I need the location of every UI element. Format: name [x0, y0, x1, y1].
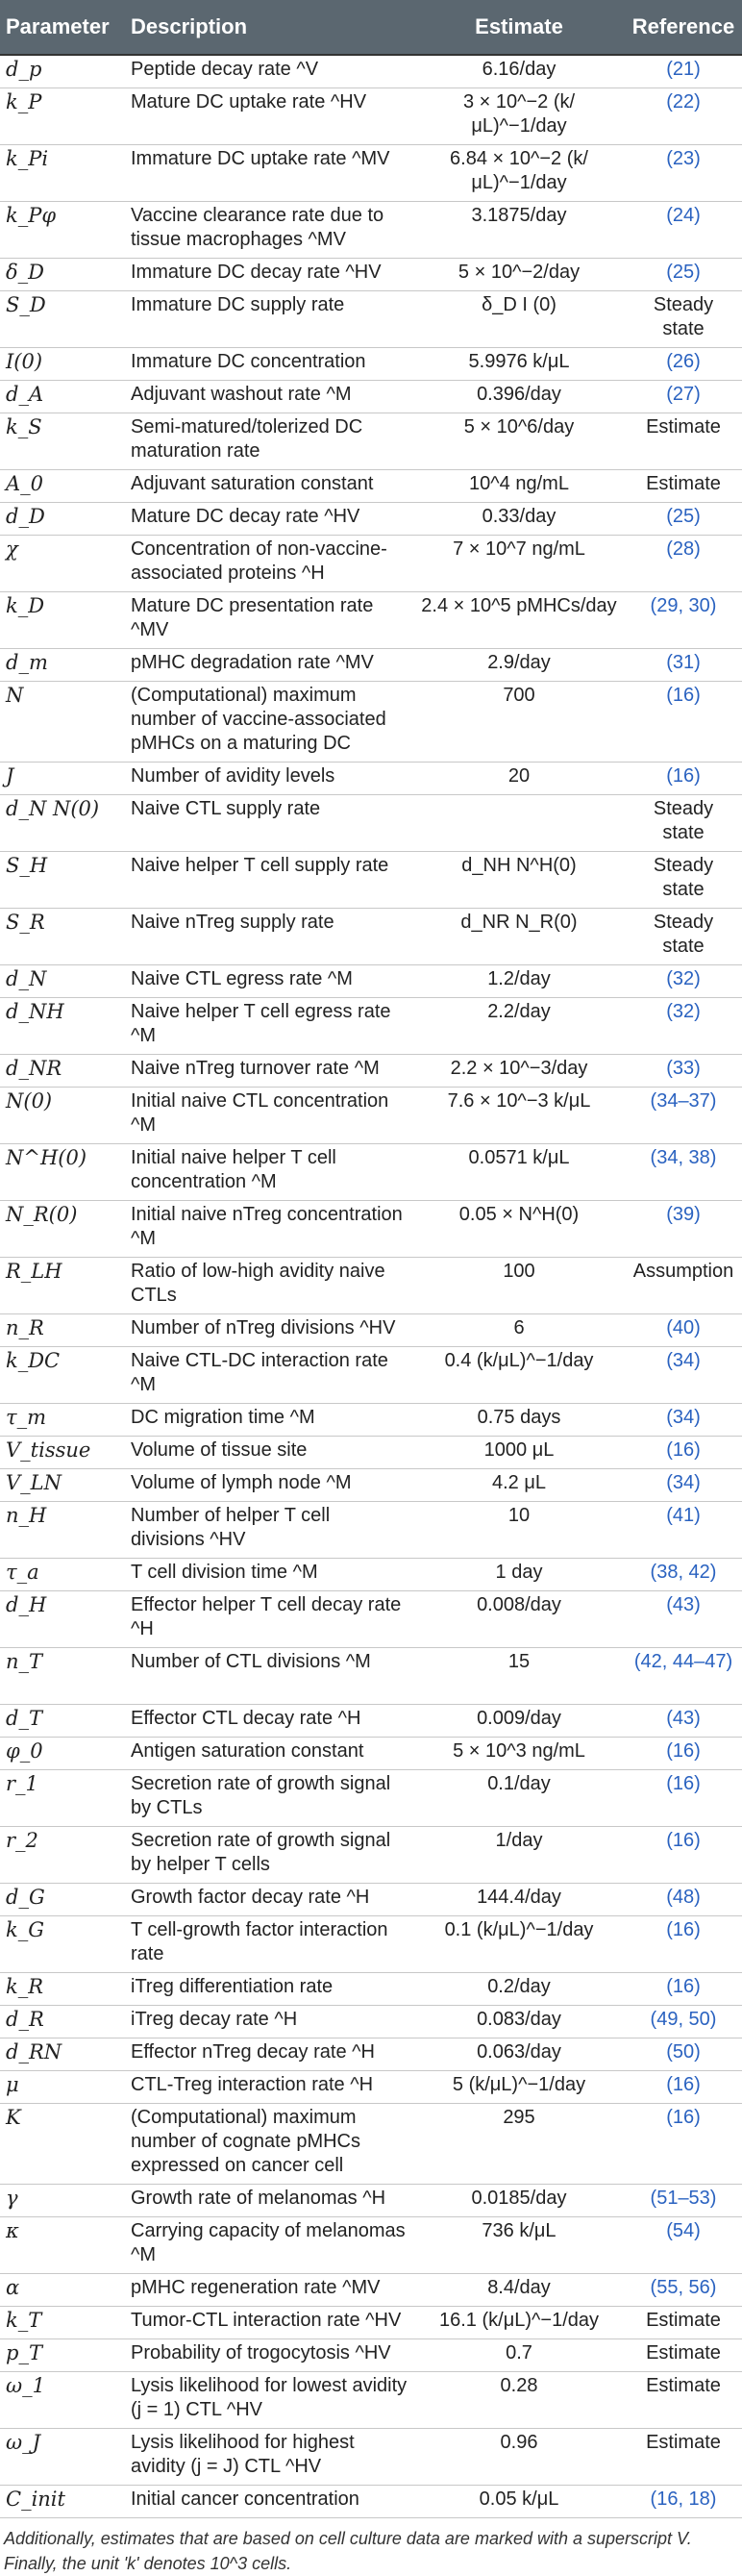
estimate-cell: 0.2/day: [487, 1976, 551, 1997]
reference-cell: (16): [666, 685, 701, 706]
estimate-cell: 0.05 k/μL: [479, 2488, 559, 2510]
param-cell: d_p: [6, 58, 42, 81]
param-cell: τ_a: [6, 1561, 39, 1584]
table-row: [0, 2307, 742, 2339]
param-cell: d_H: [6, 1593, 47, 1616]
estimate-cell: 1/day: [495, 1830, 543, 1851]
reference-cell: (51–53): [650, 2188, 717, 2209]
param-cell: N^H(0): [6, 1146, 87, 1169]
param-cell: d_NH: [6, 1000, 64, 1023]
reference-cell: (23): [666, 148, 701, 169]
param-cell: k_D: [6, 594, 45, 617]
param-cell: I(0): [6, 350, 43, 373]
description-cell: Vaccine clearance rate due to tissue macrophages ^MV: [131, 205, 384, 250]
table-row: [0, 1591, 742, 1648]
estimate-cell: 16.1 (k/μL)^−1/day: [439, 2310, 599, 2331]
param-cell: ω_1: [6, 2374, 45, 2397]
reference-cell: (21): [666, 59, 701, 80]
reference-cell: (16): [666, 1773, 701, 1794]
estimate-cell: 0.083/day: [477, 2009, 561, 2030]
table-row: [0, 1144, 742, 1201]
param-cell: p_T: [6, 2341, 42, 2364]
description-cell: DC migration time ^M: [131, 1407, 315, 1428]
description-cell: Number of CTL divisions ^M: [131, 1651, 371, 1672]
param-cell: N: [6, 684, 24, 707]
estimate-cell: 295: [503, 2107, 535, 2128]
estimate-cell: 2.2/day: [487, 1001, 551, 1022]
table-row: [0, 1770, 742, 1827]
table-row: [0, 592, 742, 649]
description-cell: Growth rate of melanomas ^H: [131, 2188, 386, 2209]
param-cell: ω_J: [6, 2431, 41, 2454]
reference-cell: Assumption: [632, 1261, 734, 1282]
estimate-cell: 0.96: [500, 2432, 538, 2453]
estimate-cell: 0.009/day: [477, 1708, 561, 1729]
description-cell: Immature DC supply rate: [131, 294, 345, 315]
estimate-cell: [413, 795, 625, 799]
param-cell: S_R: [6, 911, 45, 934]
param-cell: κ: [6, 2219, 19, 2242]
table-row: [0, 649, 742, 682]
estimate-cell: 0.7: [506, 2342, 532, 2363]
param-cell: γ: [6, 2187, 18, 2210]
description-cell: Mature DC decay rate ^HV: [131, 506, 360, 527]
table-row: [0, 1088, 742, 1144]
estimate-cell: 5 × 10^3 ng/mL: [453, 1740, 585, 1762]
table-row: [0, 1916, 742, 1973]
reference-cell: (38, 42): [650, 1562, 717, 1583]
estimate-cell: 5 × 10^6/day: [463, 416, 575, 438]
table-row: [0, 2038, 742, 2071]
table-row: [0, 1258, 742, 1314]
param-cell: d_NR: [6, 1057, 62, 1080]
param-cell: α: [6, 2276, 20, 2299]
reference-cell: (43): [666, 1708, 701, 1729]
reference-cell: (26): [666, 351, 701, 372]
param-cell: d_N N(0): [6, 797, 100, 820]
param-cell: d_m: [6, 651, 48, 674]
estimate-cell: 736 k/μL: [482, 2220, 556, 2241]
estimate-cell: d_NH N^H(0): [461, 855, 577, 876]
estimate-cell: 5.9976 k/μL: [468, 351, 570, 372]
estimate-cell: 3.1875/day: [471, 205, 567, 226]
reference-cell: (16): [666, 1439, 701, 1461]
reference-cell: (32): [666, 1001, 701, 1022]
estimate-cell: 15: [507, 1651, 531, 1672]
estimate-cell: 0.0571 k/μL: [468, 1147, 570, 1168]
param-cell: k_G: [6, 1918, 45, 1941]
estimate-cell: 700: [503, 685, 535, 706]
description-cell: Naive nTreg turnover rate ^M: [131, 1058, 380, 1079]
reference-cell: (49, 50): [650, 2009, 717, 2030]
estimate-cell: δ_D I (0): [482, 294, 556, 315]
table-row: [0, 1314, 742, 1347]
reference-cell: (16, 18): [650, 2488, 717, 2510]
estimate-cell: 2.9/day: [487, 652, 551, 673]
description-cell: Secretion rate of growth signal by helper T cells: [131, 1830, 391, 1875]
estimate-cell: 1000 μL: [483, 1439, 555, 1461]
param-cell: r_1: [6, 1772, 38, 1795]
estimate-cell: 1 day: [495, 1562, 543, 1583]
param-cell: χ: [6, 538, 18, 561]
estimate-cell: 7.6 × 10^−3 k/μL: [447, 1090, 591, 1112]
param-cell: k_R: [6, 1975, 44, 1998]
table-row: [0, 1884, 742, 1916]
estimate-cell: 10^4 ng/mL: [469, 473, 569, 494]
reference-cell: (24): [666, 205, 701, 226]
table-row: [0, 348, 742, 381]
table-row: [0, 1347, 742, 1404]
table-row: [0, 1055, 742, 1088]
estimate-cell: 3 × 10^−2 (k/μL)^−1/day: [462, 91, 576, 137]
reference-cell: (39): [666, 1204, 701, 1225]
estimate-cell: 5 (k/μL)^−1/day: [452, 2074, 586, 2095]
table-row: [0, 2185, 742, 2217]
table-row: [0, 1469, 742, 1502]
reference-cell: (34): [666, 1350, 701, 1371]
param-cell: k_Pφ: [6, 204, 57, 227]
description-cell: Initial naive nTreg concentration ^M: [131, 1204, 403, 1249]
table-row: [0, 852, 742, 909]
description-cell: Growth factor decay rate ^H: [131, 1887, 370, 1908]
reference-cell: (34–37): [650, 1090, 717, 1112]
param-cell: r_2: [6, 1829, 38, 1852]
table-row: [0, 1502, 742, 1559]
reference-cell: Estimate: [646, 2310, 721, 2331]
param-cell: J: [6, 764, 14, 788]
table-row: [0, 2071, 742, 2104]
description-cell: Mature DC presentation rate ^MV: [131, 595, 374, 640]
description-cell: Effector CTL decay rate ^H: [131, 1708, 361, 1729]
reference-cell: (25): [666, 506, 701, 527]
estimate-cell: 0.4 (k/μL)^−1/day: [444, 1350, 594, 1371]
description-cell: Mature DC uptake rate ^HV: [131, 91, 367, 113]
description-cell: Effector helper T cell decay rate ^H: [131, 1594, 402, 1639]
estimate-cell: 7 × 10^7 ng/mL: [453, 538, 585, 560]
param-cell: S_D: [6, 293, 46, 316]
estimate-cell: 6.84 × 10^−2 (k/μL)^−1/day: [450, 148, 588, 193]
description-cell: Naive CTL-DC interaction rate ^M: [131, 1350, 388, 1395]
description-cell: iTreg decay rate ^H: [131, 2009, 298, 2030]
reference-cell: Estimate: [646, 2432, 721, 2453]
table-row: [0, 2429, 742, 2486]
param-cell: N_R(0): [6, 1203, 78, 1226]
description-cell: Naive CTL egress rate ^M: [131, 968, 353, 989]
estimate-cell: 0.33/day: [482, 506, 556, 527]
description-cell: Naive helper T cell supply rate: [131, 855, 389, 876]
reference-cell: (33): [666, 1058, 701, 1079]
estimate-cell: 100: [503, 1261, 535, 1282]
param-cell: k_T: [6, 2309, 42, 2332]
reference-cell: (43): [666, 1594, 701, 1615]
table-row: [0, 998, 742, 1055]
reference-cell: Steady state: [653, 294, 714, 339]
reference-cell: (16): [666, 1740, 701, 1762]
param-cell: V_LN: [6, 1471, 62, 1494]
estimate-cell: 1.2/day: [487, 968, 551, 989]
param-cell: R_LH: [6, 1260, 62, 1283]
reference-cell: (55, 56): [650, 2277, 717, 2298]
description-cell: Number of avidity levels: [131, 765, 335, 787]
header-parameter: Parameter: [6, 14, 110, 38]
description-cell: Ratio of low-high avidity naive CTLs: [131, 1261, 385, 1306]
table-row: [0, 1404, 742, 1437]
param-cell: A_0: [6, 472, 44, 495]
description-cell: Effector nTreg decay rate ^H: [131, 2041, 375, 2063]
param-cell: V_tissue: [6, 1438, 91, 1462]
table-row: [0, 2339, 742, 2372]
param-cell: d_T: [6, 1707, 42, 1730]
table-row: [0, 682, 742, 763]
reference-cell: Steady state: [653, 855, 714, 900]
table-row: [0, 2104, 742, 2185]
estimate-cell: 6.16/day: [482, 59, 556, 80]
reference-cell: (16): [666, 2107, 701, 2128]
estimate-cell: d_NR N_R(0): [460, 912, 578, 933]
description-cell: Peptide decay rate ^V: [131, 59, 319, 80]
description-cell: Semi-matured/tolerized DC maturation rate: [131, 416, 363, 462]
reference-cell: (32): [666, 968, 701, 989]
description-cell: Immature DC decay rate ^HV: [131, 262, 382, 283]
reference-cell: (29, 30): [650, 595, 717, 616]
estimate-cell: 8.4/day: [487, 2277, 551, 2298]
table-row: [0, 381, 742, 413]
table-row: [0, 202, 742, 259]
param-cell: n_H: [6, 1504, 47, 1527]
description-cell: Immature DC concentration: [131, 351, 366, 372]
table-row: [0, 413, 742, 470]
description-cell: Initial naive helper T cell concentration ^M: [131, 1147, 336, 1192]
estimate-cell: 0.75 days: [477, 1407, 561, 1428]
description-cell: Adjuvant washout rate ^M: [131, 384, 352, 405]
description-cell: Number of helper T cell divisions ^HV: [131, 1505, 331, 1550]
param-cell: k_Pi: [6, 147, 49, 170]
estimate-cell: 5 × 10^−2/day: [458, 262, 581, 283]
reference-cell: Estimate: [646, 473, 721, 494]
estimate-cell: 2.4 × 10^5 pMHCs/day: [421, 595, 617, 616]
header-description: Description: [131, 14, 248, 38]
estimate-cell: 0.396/day: [477, 384, 561, 405]
table-row: [0, 795, 742, 852]
param-cell: k_P: [6, 90, 42, 113]
description-cell: T cell-growth factor interaction rate: [131, 1919, 388, 1964]
table-row: [0, 56, 742, 88]
table-row: [0, 763, 742, 795]
estimate-cell: 144.4/day: [477, 1887, 561, 1908]
description-cell: Volume of lymph node ^M: [131, 1472, 352, 1493]
table-header: [0, 0, 742, 56]
table-row: [0, 2274, 742, 2307]
param-cell: C_init: [6, 2488, 65, 2511]
description-cell: Antigen saturation constant: [131, 1740, 364, 1762]
table-row: [0, 88, 742, 145]
reference-cell: Estimate: [646, 2342, 721, 2363]
reference-cell: (22): [666, 91, 701, 113]
table-row: [0, 1738, 742, 1770]
description-cell: T cell division time ^M: [131, 1562, 318, 1583]
table-row: [0, 470, 742, 503]
table-row: [0, 1705, 742, 1738]
param-cell: n_T: [6, 1650, 43, 1673]
param-cell: S_H: [6, 854, 48, 877]
estimate-cell: 6: [513, 1317, 525, 1338]
estimate-cell: 20: [507, 765, 531, 787]
param-cell: τ_m: [6, 1406, 47, 1429]
description-cell: Naive CTL supply rate: [131, 798, 321, 819]
table-row: [0, 1559, 742, 1591]
estimate-cell: 0.008/day: [477, 1594, 561, 1615]
reference-cell: (34): [666, 1407, 701, 1428]
reference-cell: (50): [666, 2041, 701, 2063]
description-cell: Tumor-CTL interaction rate ^HV: [131, 2310, 402, 2331]
param-cell: K: [6, 2106, 21, 2129]
param-cell: μ: [6, 2073, 19, 2096]
estimate-cell: 0.1 (k/μL)^−1/day: [444, 1919, 594, 1940]
description-cell: pMHC regeneration rate ^MV: [131, 2277, 381, 2298]
reference-cell: Estimate: [646, 2375, 721, 2396]
estimate-cell: 0.28: [500, 2375, 538, 2396]
table-row: [0, 1973, 742, 2006]
param-cell: k_S: [6, 415, 42, 438]
table-row: [0, 536, 742, 592]
description-cell: Lysis likelihood for lowest avidity (j = 1) CTL ^HV: [131, 2375, 408, 2420]
reference-cell: (16): [666, 2074, 701, 2095]
table-row: [0, 1437, 742, 1469]
description-cell: Probability of trogocytosis ^HV: [131, 2342, 391, 2363]
reference-cell: (34, 38): [650, 1147, 717, 1168]
param-cell: d_A: [6, 383, 44, 406]
table-row: [0, 259, 742, 291]
reference-cell: (16): [666, 1919, 701, 1940]
description-cell: Naive helper T cell egress rate ^M: [131, 1001, 391, 1046]
table-row: [0, 2006, 742, 2038]
reference-cell: (16): [666, 1830, 701, 1851]
description-cell: Carrying capacity of melanomas ^M: [131, 2220, 406, 2265]
description-cell: iTreg differentiation rate: [131, 1976, 334, 1997]
reference-cell: (31): [666, 652, 701, 673]
table-row: [0, 1648, 742, 1705]
reference-cell: Steady state: [653, 798, 714, 843]
reference-cell: Steady state: [653, 912, 714, 957]
description-cell: Initial cancer concentration: [131, 2488, 359, 2510]
table-footnote: Additionally, estimates that are based on cell culture data are marked with a superscript V. Finally, the unit 'k' denotes 10^3 cells.: [4, 2529, 692, 2573]
param-cell: d_R: [6, 2008, 44, 2031]
description-cell: pMHC degradation rate ^MV: [131, 652, 374, 673]
description-cell: (Computational) maximum number of cognate pMHCs expressed on cancer cell: [131, 2107, 361, 2176]
reference-cell: (42, 44–47): [633, 1651, 733, 1672]
estimate-cell: 10: [507, 1505, 531, 1526]
table-body: [0, 56, 742, 2518]
description-cell: Volume of tissue site: [131, 1439, 308, 1461]
estimate-cell: 2.2 × 10^−3/day: [450, 1058, 588, 1079]
description-cell: Number of nTreg divisions ^HV: [131, 1317, 396, 1338]
estimate-cell: 0.063/day: [477, 2041, 561, 2063]
table-row: [0, 2217, 742, 2274]
param-cell: n_R: [6, 1316, 44, 1339]
table-row: [0, 2372, 742, 2429]
description-cell: Secretion rate of growth signal by CTLs: [131, 1773, 391, 1818]
description-cell: Naive nTreg supply rate: [131, 912, 334, 933]
description-cell: Lysis likelihood for highest avidity (j = J) CTL ^HV: [131, 2432, 355, 2477]
table-row: [0, 1827, 742, 1884]
param-cell: d_RN: [6, 2040, 62, 2063]
description-cell: Initial naive CTL concentration ^M: [131, 1090, 389, 1136]
estimate-cell: 4.2 μL: [491, 1472, 546, 1493]
description-cell: Immature DC uptake rate ^MV: [131, 148, 390, 169]
header-estimate: Estimate: [475, 14, 563, 38]
estimate-cell: 0.0185/day: [471, 2188, 567, 2209]
estimate-cell: 0.1/day: [487, 1773, 551, 1794]
table-row: [0, 2486, 742, 2518]
reference-cell: (16): [666, 1976, 701, 1997]
table-row: [0, 291, 742, 348]
param-cell: d_D: [6, 505, 45, 528]
description-cell: CTL-Treg interaction rate ^H: [131, 2074, 374, 2095]
table-row: [0, 503, 742, 536]
param-cell: φ_0: [6, 1739, 43, 1763]
table-row: [0, 965, 742, 998]
description-cell: Adjuvant saturation constant: [131, 473, 374, 494]
reference-cell: (54): [666, 2220, 701, 2241]
reference-cell: (41): [666, 1505, 701, 1526]
reference-cell: (40): [666, 1317, 701, 1338]
description-cell: Concentration of non-vaccine-associated proteins ^H: [131, 538, 387, 584]
reference-cell: Estimate: [646, 416, 721, 438]
table-row: [0, 1201, 742, 1258]
reference-cell: (27): [666, 384, 701, 405]
param-cell: k_DC: [6, 1349, 61, 1372]
param-cell: d_G: [6, 1886, 45, 1909]
table-row: [0, 145, 742, 202]
reference-cell: (25): [666, 262, 701, 283]
param-cell: N(0): [6, 1089, 53, 1113]
reference-cell: (16): [666, 765, 701, 787]
table-row: [0, 909, 742, 965]
reference-cell: (34): [666, 1472, 701, 1493]
param-cell: δ_D: [6, 261, 44, 284]
param-cell: d_N: [6, 967, 47, 990]
reference-cell: (28): [666, 538, 701, 560]
description-cell: (Computational) maximum number of vaccine-associated pMHCs on a maturing DC: [131, 685, 386, 754]
header-reference: Reference: [631, 14, 735, 38]
reference-cell: (48): [666, 1887, 701, 1908]
estimate-cell: 0.05 × N^H(0): [458, 1204, 580, 1225]
